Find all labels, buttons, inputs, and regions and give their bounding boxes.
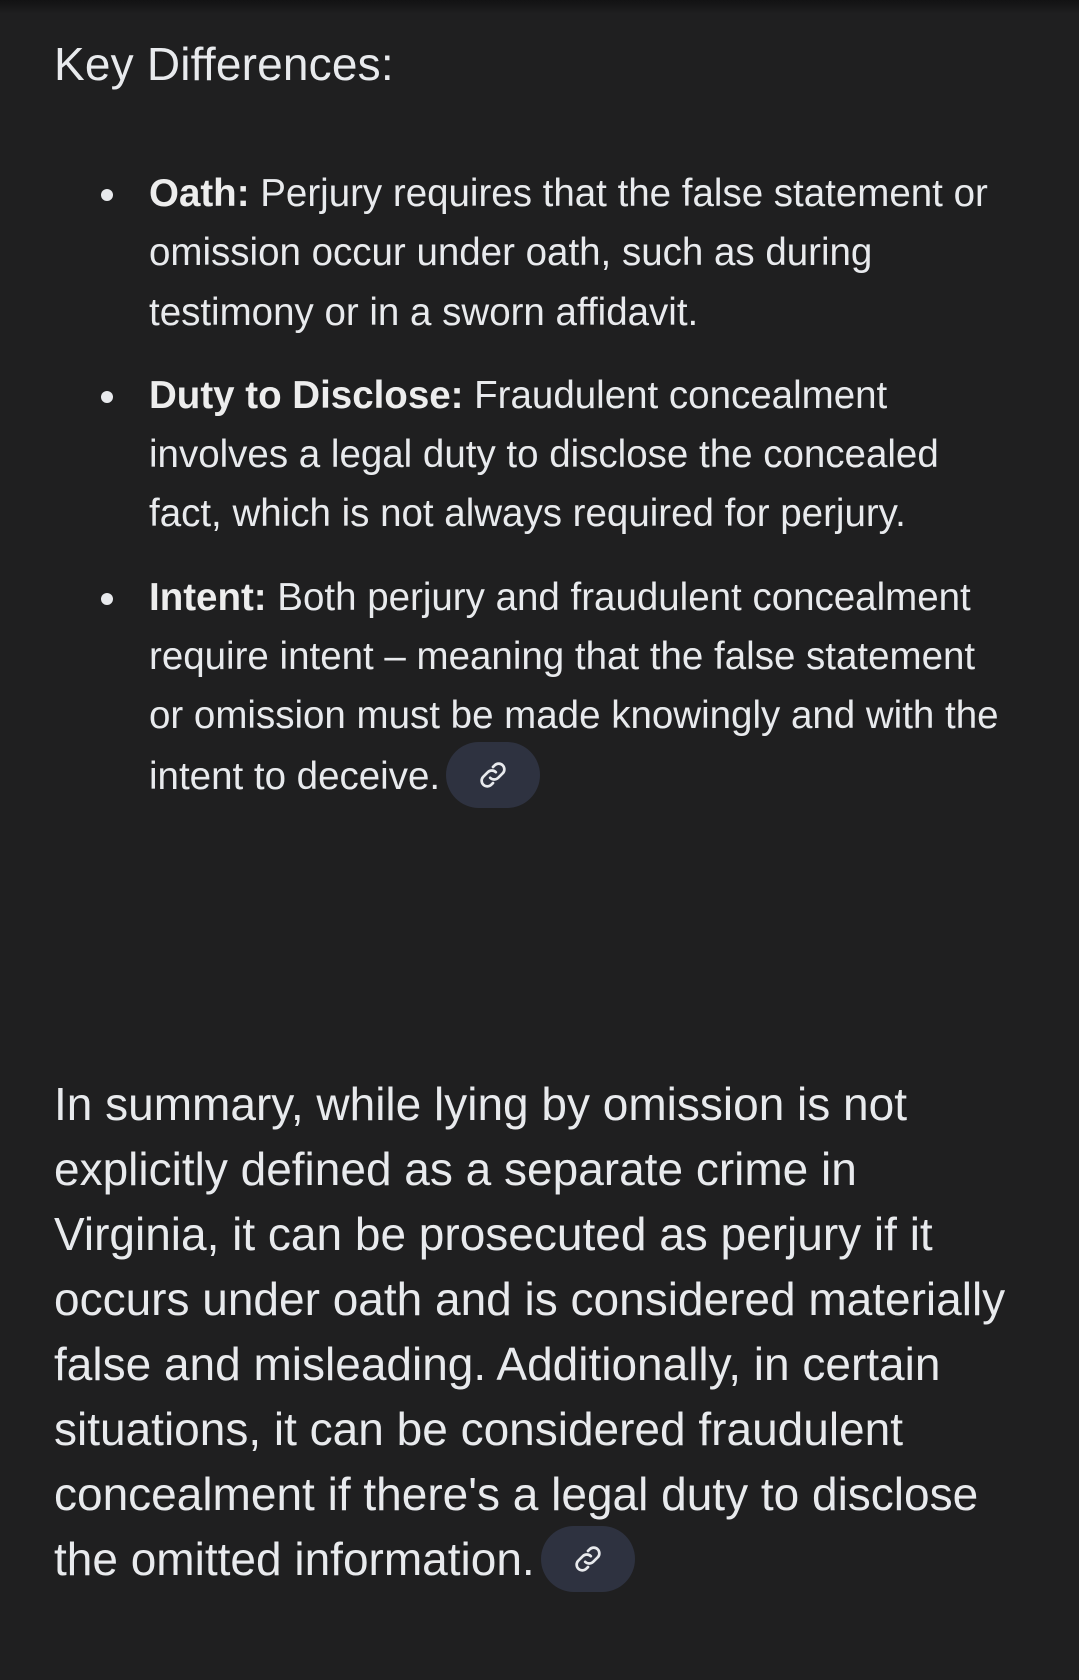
- differences-list: [54, 164, 1014, 836]
- link-icon: [476, 758, 510, 792]
- summary-text: In summary, while lying by omission is not explicitly defined as a separate crime in Virginia, it can be prosecuted as perjury if it occurs under oath and is considered materially false and misleading. Additionally, in certain situations, it can be considered fraudulent concealment if there's a legal duty to disclose the omitted information.: [54, 1078, 1006, 1585]
- top-shadow: [0, 0, 1079, 14]
- list-item-intent: [54, 568, 1014, 812]
- source-link-button[interactable]: [541, 1526, 635, 1592]
- bullet-term: Oath:: [149, 172, 250, 215]
- list-item-duty-to-disclose: [54, 366, 1014, 544]
- bullet-dot: [101, 593, 113, 605]
- section-heading: Key Differences:: [54, 38, 394, 90]
- bullet-text: Perjury requires that the false statement or omission occur under oath, such as during testimony or in a sworn affidavit.: [149, 172, 988, 334]
- bullet-term: Duty to Disclose:: [149, 373, 464, 417]
- source-link-button[interactable]: [446, 742, 540, 808]
- bullet-text: Fraudulent concealment involves a legal duty to disclose the concealed fact, which is not always required for perjury.: [149, 373, 939, 536]
- bullet-dot: [101, 391, 113, 403]
- link-icon: [571, 1542, 605, 1576]
- bullet-dot: [101, 189, 113, 201]
- summary-paragraph: [54, 1072, 1014, 1596]
- bullet-term: Intent:: [149, 575, 267, 619]
- list-item-oath: [54, 164, 1014, 342]
- bullet-text: Both perjury and fraudulent concealment require intent – meaning that the false statement or omission must be made knowingly and with the intent to deceive.: [149, 575, 999, 798]
